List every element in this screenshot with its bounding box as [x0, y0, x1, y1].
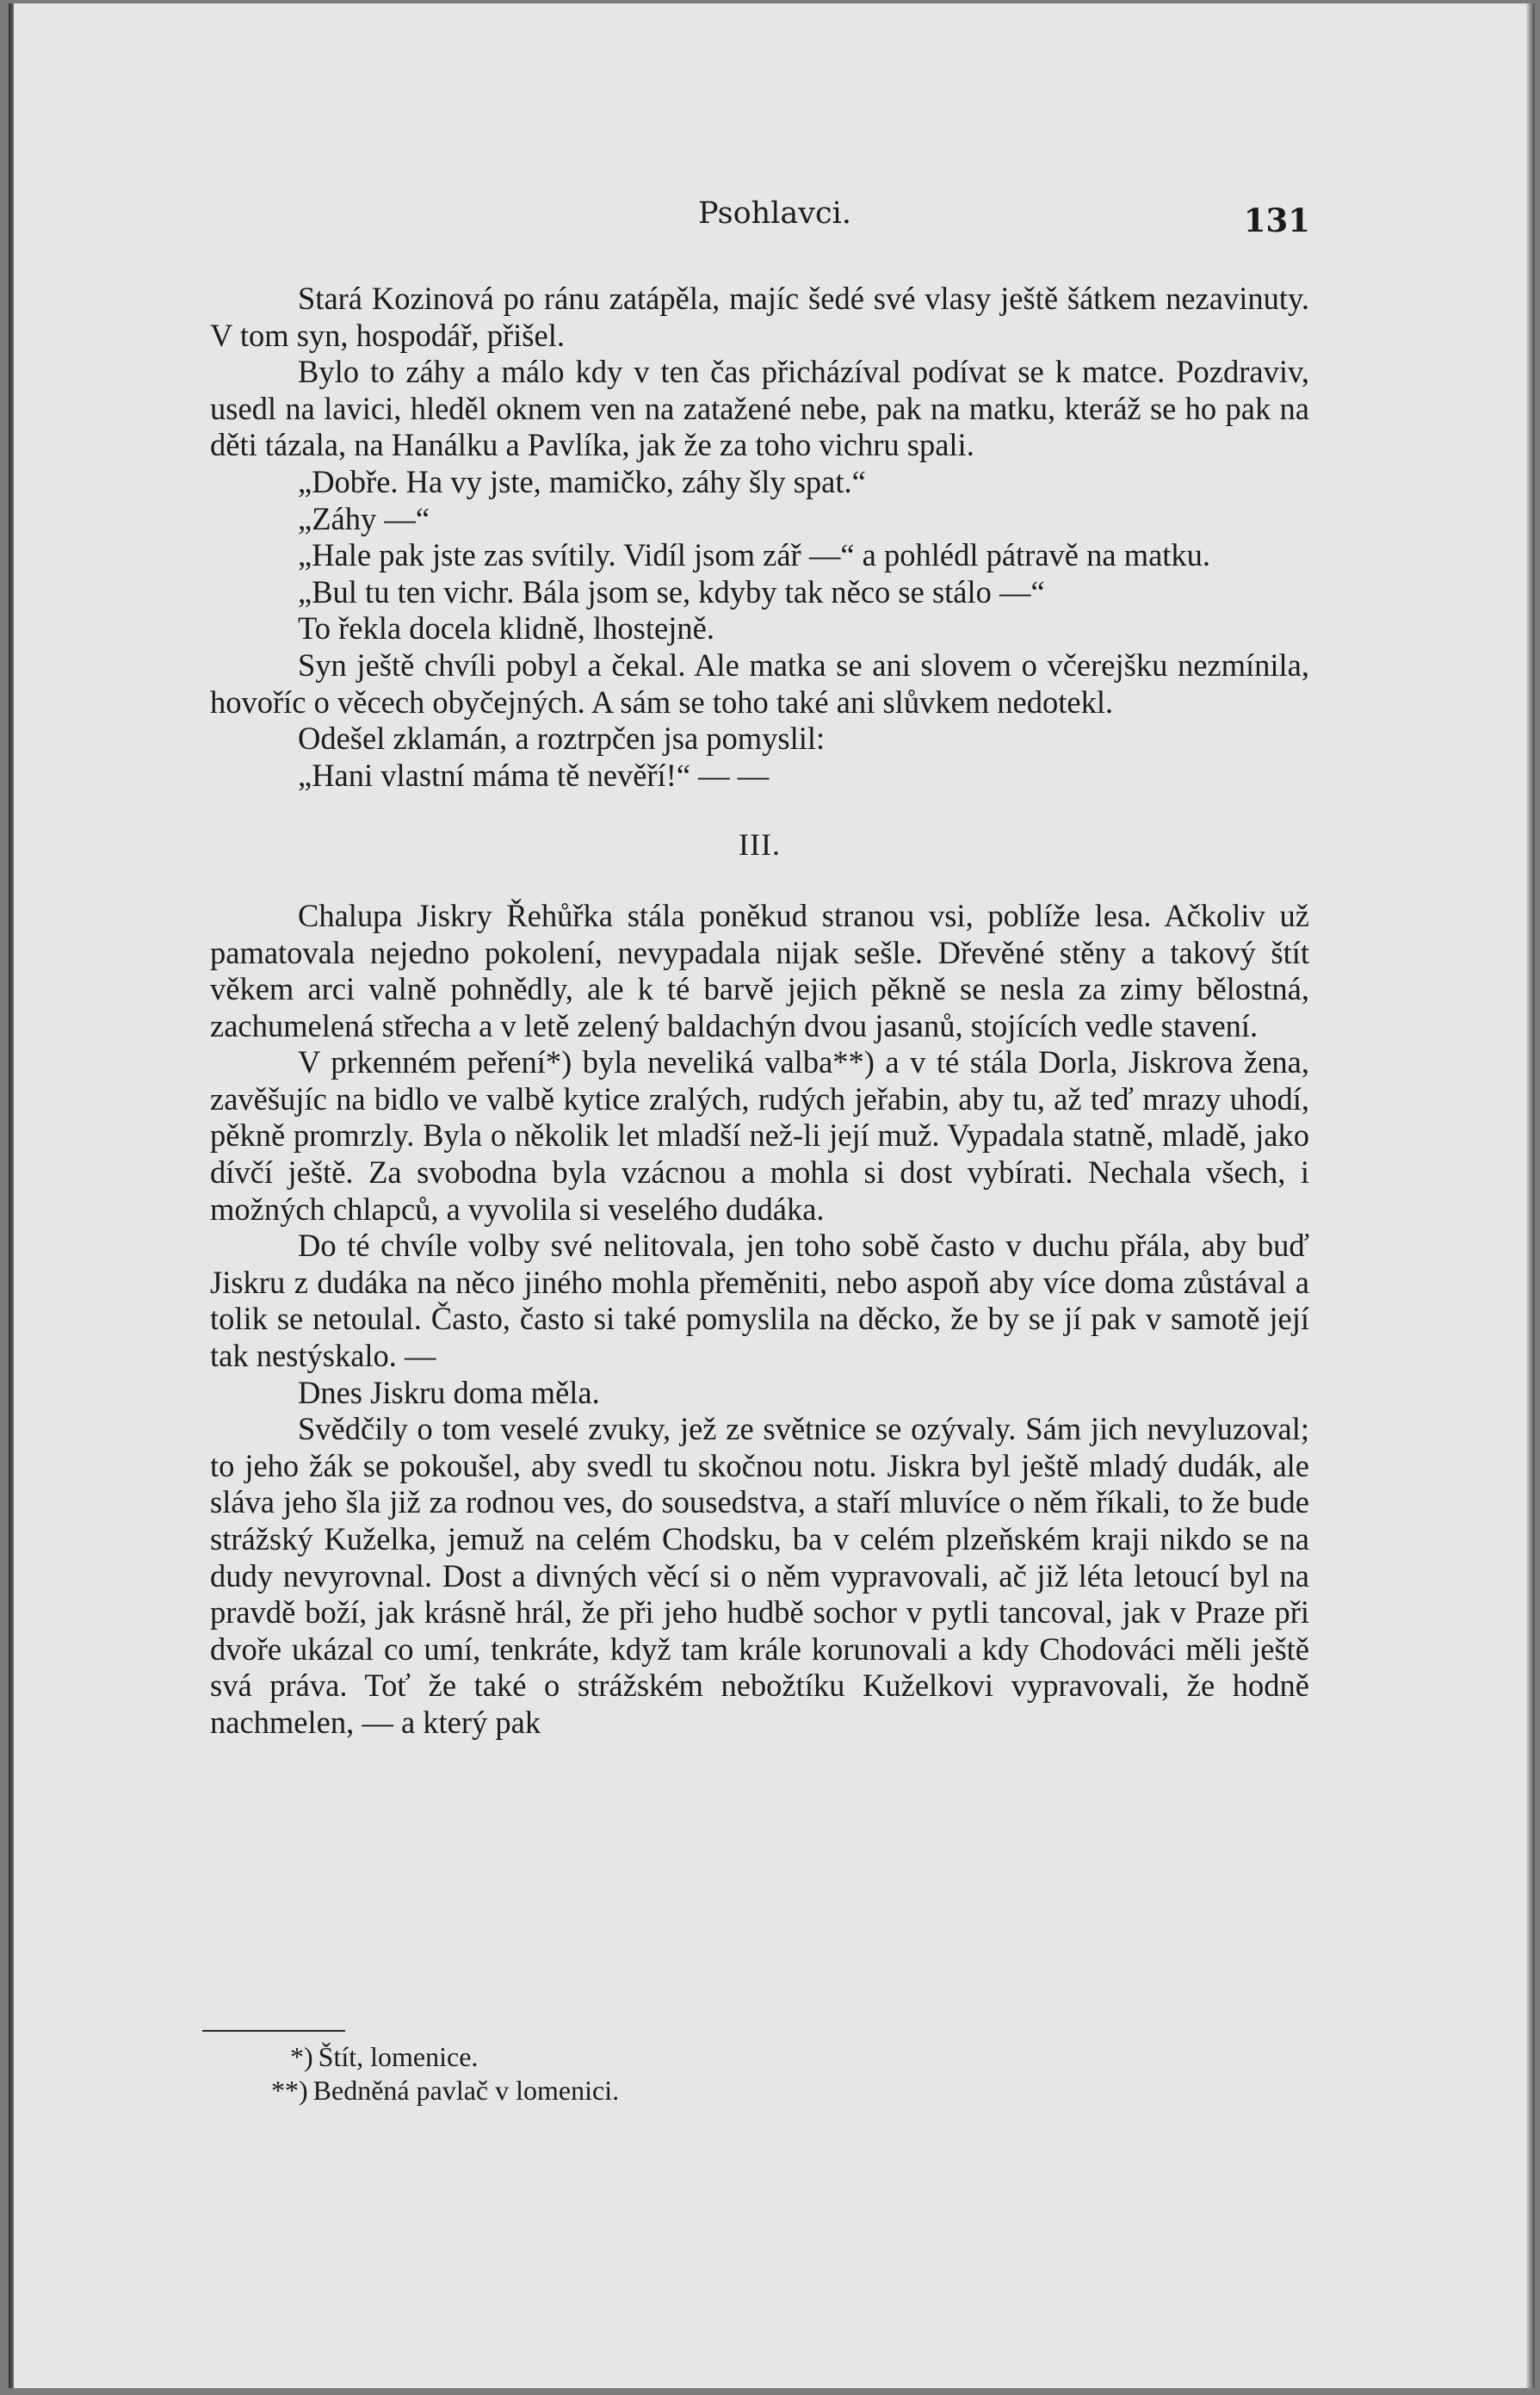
- dialogue-line: „Hale pak jste zas svítily. Vidíl jsom zář —“ a pohlédl pátravě na matku.: [298, 537, 1211, 573]
- paragraph: Chalupa Jiskry Řehůřka stála poněkud stranou vsi, poblíže lesa. Ačkoliv už pamatovala nejedno pokolení, nevypadala nijak sešle. Dřevěné stěny a takový štít věkem arci valně pohnědly, ale k té barvě jejich pěkně se nesla za zimy bělostná, zachumelená střecha a v letě zelený baldachýn dvou jasanů, stojících vedle stavení.: [210, 897, 1309, 1043]
- running-title: Psohlavci.: [698, 196, 851, 231]
- dialogue-line: „Dobře. Ha vy jste, mamičko, záhy šly spat.“: [298, 463, 866, 499]
- paragraph: To řekla docela klidně, lhostejně.: [298, 610, 714, 647]
- paragraph: Stará Kozinová po ránu zatápěla, majíc šedé své vlasy ještě šátkem nezavinuty. V tom syn, hospodář, přišel.: [210, 281, 1309, 353]
- footnote: [271, 2040, 619, 2074]
- dialogue-line: „Bul tu ten vichr. Bála jsom se, kdyby tak něco se stálo —“: [298, 573, 1045, 610]
- dialogue-line: „Hani vlastní máma tě nevěří!“ — —: [298, 757, 770, 793]
- footnote-divider: [202, 2030, 345, 2032]
- page-number: 131: [1243, 201, 1310, 239]
- paragraph: Syn ještě chvíli pobyl a čekal. Ale matka se ani slovem o včerejšku nezmínila, hovoříc o věcech obyčejných. A sám se toho také ani slůvkem nedotekl.: [210, 647, 1309, 720]
- footnote-text: Bedněná pavlač v lomenici.: [312, 2075, 620, 2106]
- paragraph: Dnes Jiskru doma měla.: [298, 1374, 600, 1410]
- footnote-marker: **): [271, 2075, 308, 2106]
- footnote: [271, 2074, 619, 2107]
- paragraph: Svědčily o tom veselé zvuky, jež ze světnice se ozývaly. Sám jich nevyluzoval; to jeho žák se pokoušel, aby svedl tu skočnou notu. Jiskra byl ještě mladý dudák, ale sláva jeho šla již za rodnou ves, do sousedstva, a staří mluvíce o něm říkali, to že bude strážský Kuželka, jemuž na celém Chodsku, ba v celém plzeňském kraji nikdo se na dudy nevyrovnal. Dost a divných věcí si o něm vypravovali, ač již léta letoucí byl na pravdě boží, jak krásně hrál, že při jeho hudbě sochor v pytli tancoval, jak v Praze při dvoře ukázal co umí, tenkráte, když tam krále korunovali a kdy Chodováci měli ještě svá práva. Toť že také o strážském nebožtíku Kuželkovi vypravovali, že hodně nachmelen, — a který pak: [210, 1411, 1309, 1740]
- footnotes: [271, 2040, 619, 2107]
- dialogue-line: „Záhy —“: [298, 500, 430, 536]
- section-heading: III.: [739, 827, 781, 863]
- footnote-marker: *): [290, 2041, 313, 2072]
- book-page: [9, 3, 1535, 2388]
- paragraph: Odešel zklamán, a roztrpčen jsa pomyslil:: [298, 721, 826, 757]
- paragraph: Bylo to záhy a málo kdy v ten čas přicházíval podívat se k matce. Pozdraviv, usedl na lavici, hleděl oknem ven na zatažené nebe, pak na matku, kteráž se ho pak na děti tázala, na Hanálku a Pavlíka, jak že za toho vichru spali.: [210, 354, 1309, 463]
- running-head: [212, 196, 1310, 239]
- paragraph: V prkenném peření*) byla neveliká valba**) a v té stála Dorla, Jiskrova žena, zavěšujíc na bidlo ve valbě kytice zralých, rudých jeřabin, aby tu, až teď mrazy uhodí, pěkně promrzly. Byla o několik let mladší než-li její muž. Vypadala statně, mladě, jako dívčí ještě. Za svobodna byla vzácnou a mohla si dost vybírati. Nechala všech, i možných chlapců, a vyvolila si veselého dudáka.: [210, 1044, 1309, 1227]
- paragraph: Do té chvíle volby své nelitovala, jen toho sobě často v duchu přála, aby buď Jiskru z dudáka na něco jiného mohla přeměniti, nebo aspoň aby více doma zůstával a tolik se netoulal. Často, často si také pomyslila na děcko, že by se jí pak v samotě její tak nestýskalo. —: [210, 1228, 1309, 1374]
- body-text: [210, 281, 1309, 1742]
- footnote-text: Štít, lomenice.: [318, 2041, 479, 2072]
